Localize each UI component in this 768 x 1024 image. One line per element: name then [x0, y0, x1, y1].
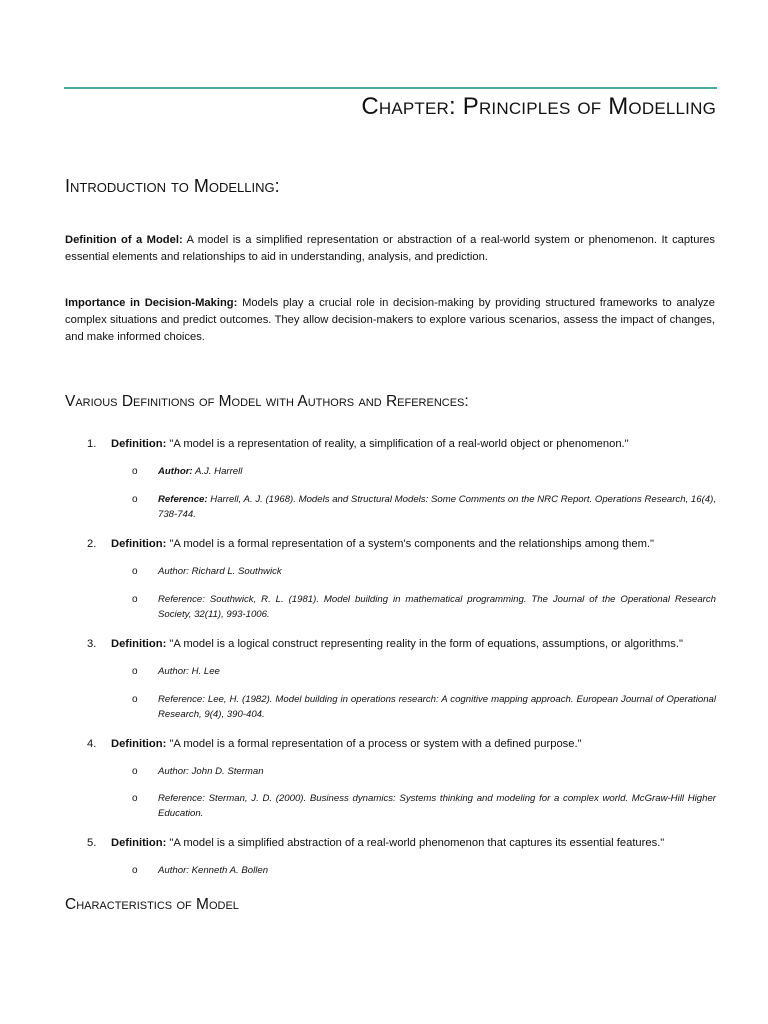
- bullet-icon: o: [132, 793, 138, 804]
- reference-text: Harrell, A. J. (1968). Models and Structural Models: Some Comments on the NRC Report. Operations Research, 16(4), 738-744.: [158, 494, 716, 520]
- various-definitions-heading: Various Definitions of Model with Authors and References:: [65, 393, 469, 410]
- reference-label: Reference:: [158, 494, 208, 505]
- chapter-title: Chapter: Principles of Modelling: [361, 93, 716, 120]
- bullet-icon: o: [132, 865, 138, 876]
- item-label: Definition:: [111, 438, 167, 450]
- reference-line: [132, 492, 716, 522]
- bullet-icon: o: [132, 594, 138, 605]
- item-number: 2.: [87, 538, 97, 550]
- bullet-icon: o: [132, 566, 138, 577]
- importance-text: Models play a crucial role in decision-making by providing structured frameworks to analyze complex situations and predict outcomes. They allow decision-makers to explore various scenarios, assess the impact of changes, and make informed choices.: [65, 297, 715, 343]
- characteristics-heading: Characteristics of Model: [65, 896, 239, 913]
- reference-text: Reference: Sterman, J. D. (2000). Business dynamics: Systems thinking and modeling for a complex world. McGraw-Hill Higher Education.: [158, 793, 716, 819]
- author-line: [132, 564, 716, 579]
- intro-heading: Introduction to Modelling:: [65, 176, 280, 196]
- definition-item: [87, 436, 717, 452]
- definition-label: Definition of a Model:: [65, 234, 183, 246]
- header-rule: [64, 87, 717, 89]
- item-number: 1.: [87, 438, 97, 450]
- item-text: "A model is a simplified abstraction of a real-world phenomenon that captures its essential features.": [166, 837, 665, 849]
- item-text: "A model is a formal representation of a system's components and the relationships among them.": [166, 538, 654, 550]
- reference-text: Reference: Southwick, R. L. (1981). Model building in mathematical programming. The Journal of the Operational Research Society, 32(11), 993-1006.: [158, 594, 716, 620]
- author-text: A.J. Harrell: [192, 466, 243, 477]
- item-text: "A model is a formal representation of a process or system with a defined purpose.": [166, 738, 582, 750]
- reference-line: [132, 692, 716, 722]
- item-number: 3.: [87, 638, 97, 650]
- item-label: Definition:: [111, 538, 167, 550]
- definition-text: A model is a simplified representation or abstraction of a real-world system or phenomenon. It captures essential elements and relationships to aid in understanding, analysis, and prediction.: [65, 234, 715, 263]
- author-text: Author: Richard L. Southwick: [158, 566, 282, 577]
- author-text: Author: H. Lee: [158, 666, 220, 677]
- definition-item: [87, 536, 717, 552]
- author-text: Author: Kenneth A. Bollen: [158, 865, 269, 876]
- item-label: Definition:: [111, 738, 167, 750]
- author-text: Author: John D. Sterman: [158, 766, 264, 777]
- definition-item: [87, 636, 717, 652]
- item-text: "A model is a representation of reality, a simplification of a real-world object or phenomenon.": [166, 438, 629, 450]
- reference-line: [132, 791, 716, 821]
- definition-item: [87, 736, 717, 752]
- importance-label: Importance in Decision-Making:: [65, 297, 238, 309]
- bullet-icon: o: [132, 694, 138, 705]
- author-line: [132, 464, 716, 479]
- reference-text: Reference: Lee, H. (1982). Model building in operations research: A cognitive mapping approach. European Journal of Operational Research, 9(4), 390-404.: [158, 694, 716, 720]
- item-number: 5.: [87, 837, 97, 849]
- author-line: [132, 863, 716, 878]
- author-line: [132, 664, 716, 679]
- item-number: 4.: [87, 738, 97, 750]
- author-label: Author:: [158, 466, 193, 477]
- bullet-icon: o: [132, 766, 138, 777]
- item-label: Definition:: [111, 638, 167, 650]
- definition-paragraph: [65, 232, 715, 266]
- bullet-icon: o: [132, 494, 138, 505]
- bullet-icon: o: [132, 666, 138, 677]
- bullet-icon: o: [132, 466, 138, 477]
- reference-line: [132, 592, 716, 622]
- author-line: [132, 764, 716, 779]
- item-label: Definition:: [111, 837, 167, 849]
- item-text: "A model is a logical construct representing reality in the form of equations, assumptions, or algorithms.": [166, 638, 683, 650]
- definition-item: [87, 835, 717, 851]
- importance-paragraph: [65, 295, 715, 346]
